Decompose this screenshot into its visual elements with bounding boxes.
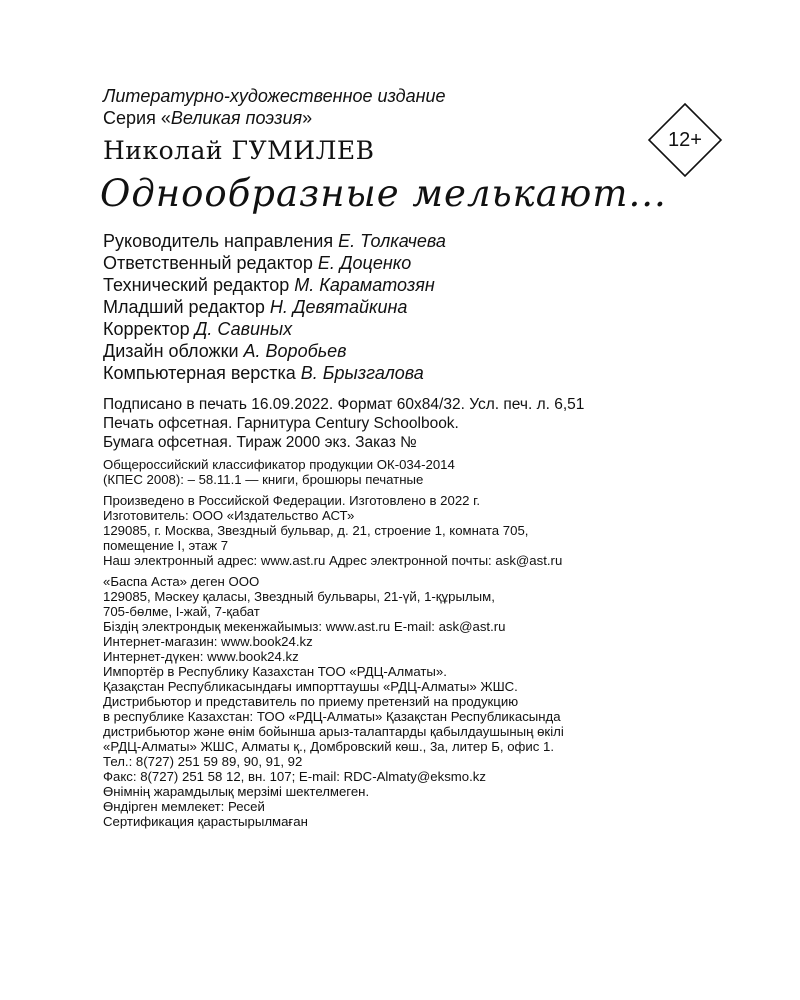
print-spec-line: Бумага офсетная. Тираж 2000 экз. Заказ № [103,434,417,451]
staff-name: А. Воробьев [243,341,347,361]
kazakh-line: 129085, Мәскеу қаласы, Звездный бульвары, 21-үй, 1-құрылым, [103,589,495,604]
book-title: Однообразные мелькают... [100,172,667,215]
staff-role: Ответственный редактор [103,253,313,273]
kazakh-line: Тел.: 8(727) 251 59 89, 90, 91, 92 [103,754,303,769]
manufacturer-line: 129085, г. Москва, Звездный бульвар, д. 21, строение 1, комната 705, [103,523,529,538]
series-line [103,107,312,129]
series-prefix: Серия « [103,108,171,128]
print-spec-line: Подписано в печать 16.09.2022. Формат 60x84/32. Усл. печ. л. 6,51 [103,396,585,413]
classifier-line: Общероссийский классификатор продукции ОК-034-2014 [103,457,455,472]
author-last-name: ГУМИЛЕВ [231,136,375,165]
staff-role: Руководитель направления [103,231,334,251]
staff-line [103,274,435,296]
staff-line [103,296,407,318]
kazakh-line: «РДЦ-Алматы» ЖШС, Алматы қ., Домбровский көш., 3а, литер Б, офис 1. [103,739,555,754]
staff-name: В. Брызгалова [300,363,424,383]
manufacturer-line: помещение I, этаж 7 [103,538,229,553]
staff-line [103,362,424,384]
print-spec-line: Печать офсетная. Гарнитура Century Schoolbook. [103,415,459,432]
kazakh-line: «Баспа Аста» деген ООО [103,574,260,589]
staff-line [103,252,411,274]
author-first-name: Николай [103,136,224,165]
series-name: Великая поэзия [170,108,303,128]
kazakh-line: дистрибьютор және өнім бойынша арыз-талаптарды қабылдаушының өкілі [103,724,564,739]
staff-role: Компьютерная верстка [103,363,296,383]
genre-line: Литературно-художественное издание [103,86,446,106]
staff-name: Е. Доценко [317,253,412,273]
staff-line [103,340,347,362]
age-rating-badge [647,102,723,178]
manufacturer-line: Наш электронный адрес: www.ast.ru Адрес электронной почты: ask@ast.ru [103,553,563,568]
kazakh-line: Интернет-дүкен: www.book24.kz [103,649,299,664]
kazakh-line: Дистрибьютор и представитель по приему претензий на продукцию [103,694,519,709]
kazakh-line: Сертификация қарастырылмаған [103,814,308,829]
classifier-line: (КПЕС 2008): – 58.11.1 — книги, брошюры печатные [103,472,424,487]
staff-name: Е. Толкачева [338,231,446,251]
staff-name: М. Караматозян [294,275,435,295]
staff-name: Н. Девятайкина [269,297,408,317]
age-rating-text: 12+ [668,129,702,151]
manufacturer-line: Произведено в Российской Федерации. Изготовлено в 2022 г. [103,493,481,508]
author-name [103,136,375,165]
series-suffix: » [302,108,313,128]
kazakh-line: Өнімнің жарамдылық мерзімі шектелмеген. [103,784,370,799]
kazakh-line: Импортёр в Республику Казахстан ТОО «РДЦ-Алматы». [103,664,447,679]
staff-role: Корректор [103,319,190,339]
staff-line [103,230,446,252]
staff-role: Дизайн обложки [103,341,239,361]
kazakh-line: 705-бөлме, I-жай, 7-қабат [103,604,260,619]
staff-role: Младший редактор [103,297,265,317]
kazakh-line: Қазақстан Республикасындағы импорттаушы «РДЦ-Алматы» ЖШС. [103,679,518,694]
staff-role: Технический редактор [103,275,290,295]
staff-line [103,318,292,340]
kazakh-line: Өндірген мемлекет: Ресей [103,799,265,814]
kazakh-line: Факс: 8(727) 251 58 12, вн. 107; E-mail: RDC-Almaty@eksmo.kz [103,769,486,784]
kazakh-line: в республике Казахстан: ТОО «РДЦ-Алматы» Қазақстан Республикасында [103,709,561,724]
kazakh-line: Интернет-магазин: www.book24.kz [103,634,313,649]
staff-name: Д. Савиных [194,319,293,339]
manufacturer-line: Изготовитель: ООО «Издательство АСТ» [103,508,355,523]
kazakh-line: Біздің электрондық мекенжайымыз: www.ast.ru E-mail: ask@ast.ru [103,619,506,634]
